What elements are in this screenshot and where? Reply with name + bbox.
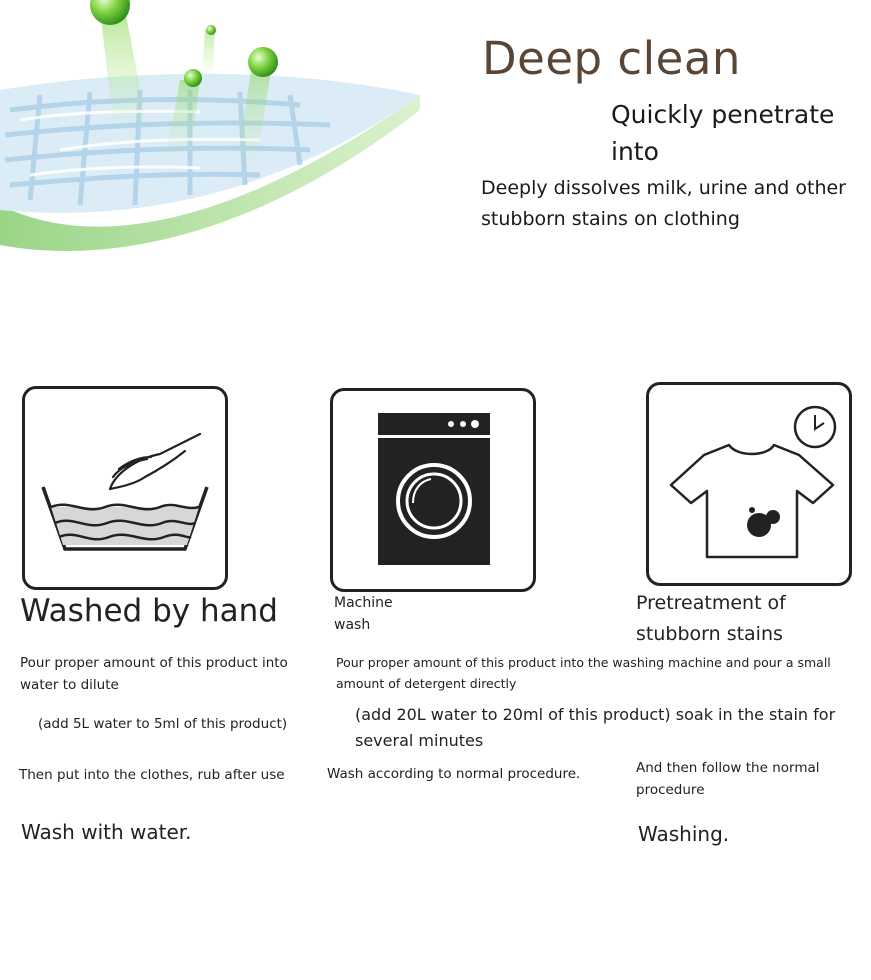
stained-tshirt-clock-icon [646,382,852,586]
fabric-fibers-illustration [0,0,440,270]
hand-wash-step3: Wash with water. [21,820,192,844]
hero-subtitle: Quickly penetrate into [611,100,835,166]
hand-wash-title: Washed by hand [20,593,278,629]
machine-wash-step2: Wash according to normal procedure. [327,766,581,782]
hand-wash-step1: Pour proper amount of this product into water to dilute [20,655,288,693]
machine-wash-title: Machine wash [334,595,393,633]
pretreatment-step3: Washing. [638,822,730,846]
washing-machine-icon [330,388,536,592]
hand-wash-step2: Then put into the clothes, rub after use [19,767,285,783]
hand-wash-basin-icon [22,386,228,590]
hero-title: Deep clean [482,32,741,85]
pretreatment-title: Pretreatment of stubborn stains [636,592,786,645]
machine-wash-step1: Pour proper amount of this product into the washing machine and pour a small amount of detergent directly [336,655,831,691]
machine-wash-ratio: (add 20L water to 20ml of this product) soak in the stain for several minutes [355,705,836,750]
hand-wash-ratio: (add 5L water to 5ml of this product) [38,716,288,732]
hero-description: Deeply dissolves milk, urine and other stubborn stains on clothing [481,177,846,230]
pretreatment-step2: And then follow the normal procedure [636,760,820,798]
